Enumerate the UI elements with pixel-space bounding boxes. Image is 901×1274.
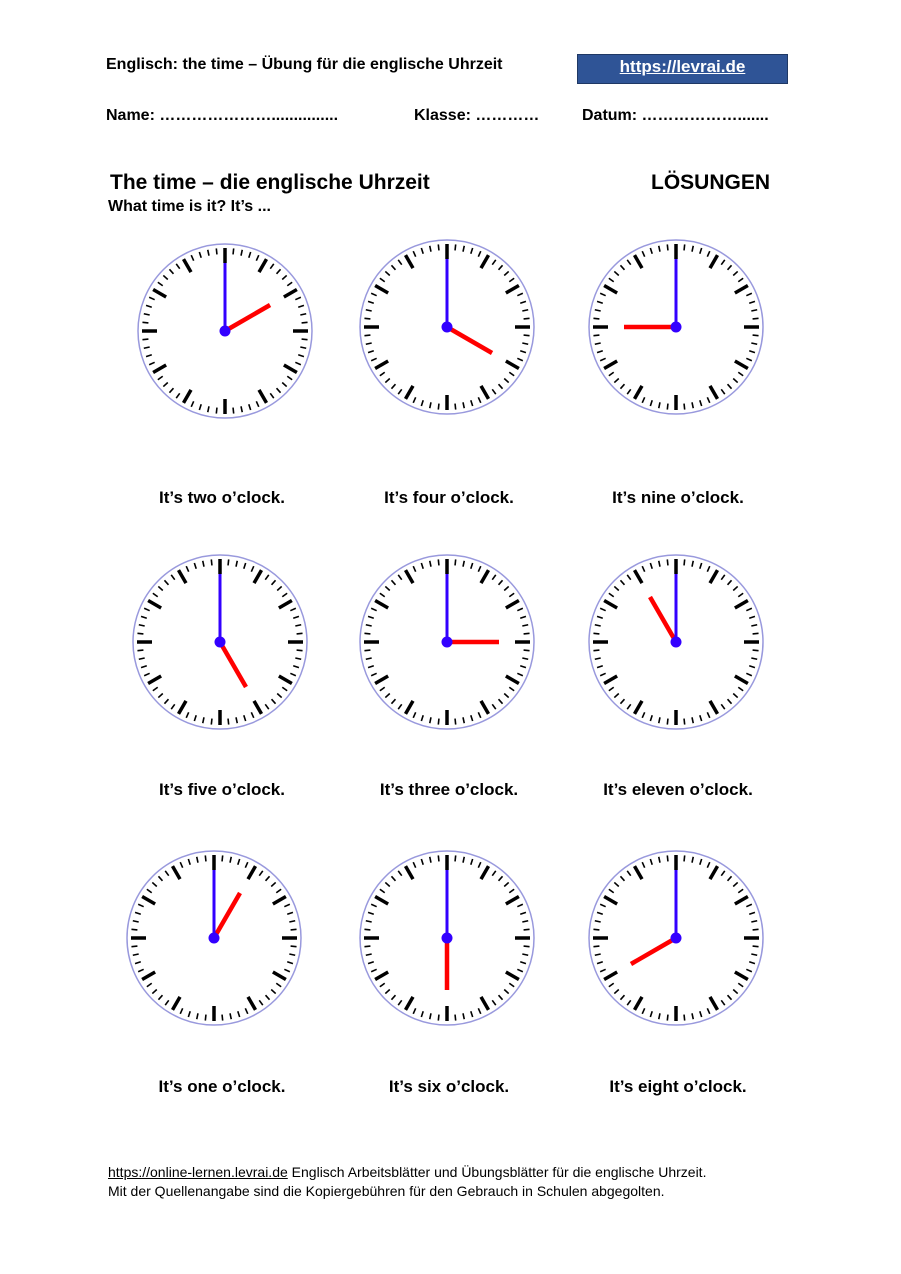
clock-face bbox=[130, 552, 310, 732]
minute-tick bbox=[753, 318, 759, 319]
minute-tick bbox=[137, 650, 143, 651]
clock-face bbox=[586, 848, 766, 1028]
clock-face bbox=[124, 848, 304, 1028]
worksheet-header-title: Englisch: the time – Übung für die englische Uhrzeit bbox=[106, 56, 503, 73]
minute-tick bbox=[593, 318, 599, 319]
minute-tick bbox=[753, 946, 759, 947]
minute-tick bbox=[684, 1015, 685, 1021]
minute-tick bbox=[216, 248, 217, 254]
minute-tick bbox=[228, 719, 229, 725]
clock-caption: It’s one o’clock. bbox=[158, 1077, 286, 1096]
minute-tick bbox=[364, 318, 370, 319]
minute-tick bbox=[593, 946, 599, 947]
minute-tick bbox=[593, 335, 599, 336]
name-field-label: Name: …………………............... bbox=[106, 107, 339, 124]
minute-tick bbox=[211, 719, 212, 725]
minute-tick bbox=[753, 335, 759, 336]
minute-tick bbox=[291, 929, 297, 930]
footer-line-2: Mit der Quellenangabe sind die Kopiergebühren für den Gebrauch in Schulen abgegolten. bbox=[108, 1183, 665, 1199]
minute-tick bbox=[137, 633, 143, 634]
minute-tick bbox=[524, 929, 530, 930]
clock-hub bbox=[442, 322, 453, 333]
minute-tick bbox=[438, 855, 439, 861]
minute-tick bbox=[438, 559, 439, 565]
minute-tick bbox=[438, 244, 439, 250]
minute-tick bbox=[684, 855, 685, 861]
minute-tick bbox=[524, 335, 530, 336]
minute-tick bbox=[438, 719, 439, 725]
minute-tick bbox=[291, 946, 297, 947]
minute-tick bbox=[364, 633, 370, 634]
footer-line-1-text: Englisch Arbeitsblätter und Übungsblätter für die englische Uhrzeit. bbox=[287, 1164, 707, 1180]
minute-tick bbox=[667, 719, 668, 725]
clock-hub bbox=[442, 933, 453, 944]
minute-tick bbox=[297, 633, 303, 634]
clock-face bbox=[586, 237, 766, 417]
minute-tick bbox=[302, 322, 308, 323]
clock-face bbox=[586, 552, 766, 732]
minute-tick bbox=[302, 339, 308, 340]
page-title: The time – die englische Uhrzeit bbox=[110, 171, 430, 194]
minute-tick bbox=[131, 929, 137, 930]
minute-tick bbox=[142, 322, 148, 323]
minute-tick bbox=[667, 404, 668, 410]
clock-caption: It’s eight o’clock. bbox=[609, 1077, 747, 1096]
clock-face bbox=[135, 241, 315, 421]
minute-tick bbox=[222, 855, 223, 861]
minute-tick bbox=[667, 1015, 668, 1021]
clock-face bbox=[357, 237, 537, 417]
minute-tick bbox=[364, 929, 370, 930]
minute-tick bbox=[364, 335, 370, 336]
minute-tick bbox=[593, 650, 599, 651]
minute-tick bbox=[364, 946, 370, 947]
minute-tick bbox=[455, 1015, 456, 1021]
clock-caption: It’s five o’clock. bbox=[159, 780, 285, 799]
minute-tick bbox=[222, 1015, 223, 1021]
clock-caption: It’s two o’clock. bbox=[159, 488, 285, 507]
solutions-label: LÖSUNGEN bbox=[651, 171, 771, 194]
clock-hub bbox=[671, 637, 682, 648]
minute-tick bbox=[205, 855, 206, 861]
clock-caption: It’s eleven o’clock. bbox=[603, 780, 753, 799]
levrai-link[interactable]: https://levrai.de bbox=[577, 54, 788, 84]
minute-tick bbox=[142, 339, 148, 340]
question-prompt: What time is it? It’s ... bbox=[108, 198, 271, 215]
clock-caption: It’s six o’clock. bbox=[388, 1077, 510, 1096]
minute-tick bbox=[455, 404, 456, 410]
clock-caption: It’s three o’clock. bbox=[379, 780, 519, 799]
minute-tick bbox=[364, 650, 370, 651]
minute-tick bbox=[297, 650, 303, 651]
minute-tick bbox=[684, 244, 685, 250]
minute-tick bbox=[593, 633, 599, 634]
clock-face bbox=[357, 552, 537, 732]
minute-tick bbox=[455, 719, 456, 725]
minute-tick bbox=[524, 946, 530, 947]
minute-tick bbox=[455, 559, 456, 565]
clock-hub bbox=[215, 637, 226, 648]
clock-caption: It’s nine o’clock. bbox=[612, 488, 744, 507]
minute-tick bbox=[667, 244, 668, 250]
minute-tick bbox=[667, 559, 668, 565]
minute-tick bbox=[524, 650, 530, 651]
minute-tick bbox=[753, 633, 759, 634]
clock-hub bbox=[209, 933, 220, 944]
clock-hub bbox=[442, 637, 453, 648]
clock-hub bbox=[220, 326, 231, 337]
minute-tick bbox=[593, 929, 599, 930]
minute-tick bbox=[524, 318, 530, 319]
clock-face bbox=[357, 848, 537, 1028]
minute-tick bbox=[205, 1015, 206, 1021]
minute-tick bbox=[438, 404, 439, 410]
footer-line-1 bbox=[108, 1164, 706, 1180]
minute-tick bbox=[684, 719, 685, 725]
minute-tick bbox=[455, 855, 456, 861]
minute-tick bbox=[233, 248, 234, 254]
clock-caption: It’s four o’clock. bbox=[384, 488, 514, 507]
date-field-label: Datum: ………………....... bbox=[582, 107, 769, 124]
minute-tick bbox=[438, 1015, 439, 1021]
minute-tick bbox=[524, 633, 530, 634]
minute-tick bbox=[228, 559, 229, 565]
minute-tick bbox=[667, 855, 668, 861]
class-field-label: Klasse: ………… bbox=[414, 107, 540, 124]
footer-link[interactable]: https://online-lernen.levrai.de bbox=[108, 1164, 288, 1180]
minute-tick bbox=[211, 559, 212, 565]
minute-tick bbox=[684, 559, 685, 565]
minute-tick bbox=[753, 929, 759, 930]
minute-tick bbox=[216, 408, 217, 414]
clock-hub bbox=[671, 322, 682, 333]
minute-tick bbox=[753, 650, 759, 651]
minute-tick bbox=[233, 408, 234, 414]
minute-tick bbox=[684, 404, 685, 410]
minute-tick bbox=[131, 946, 137, 947]
clock-hub bbox=[671, 933, 682, 944]
minute-tick bbox=[455, 244, 456, 250]
